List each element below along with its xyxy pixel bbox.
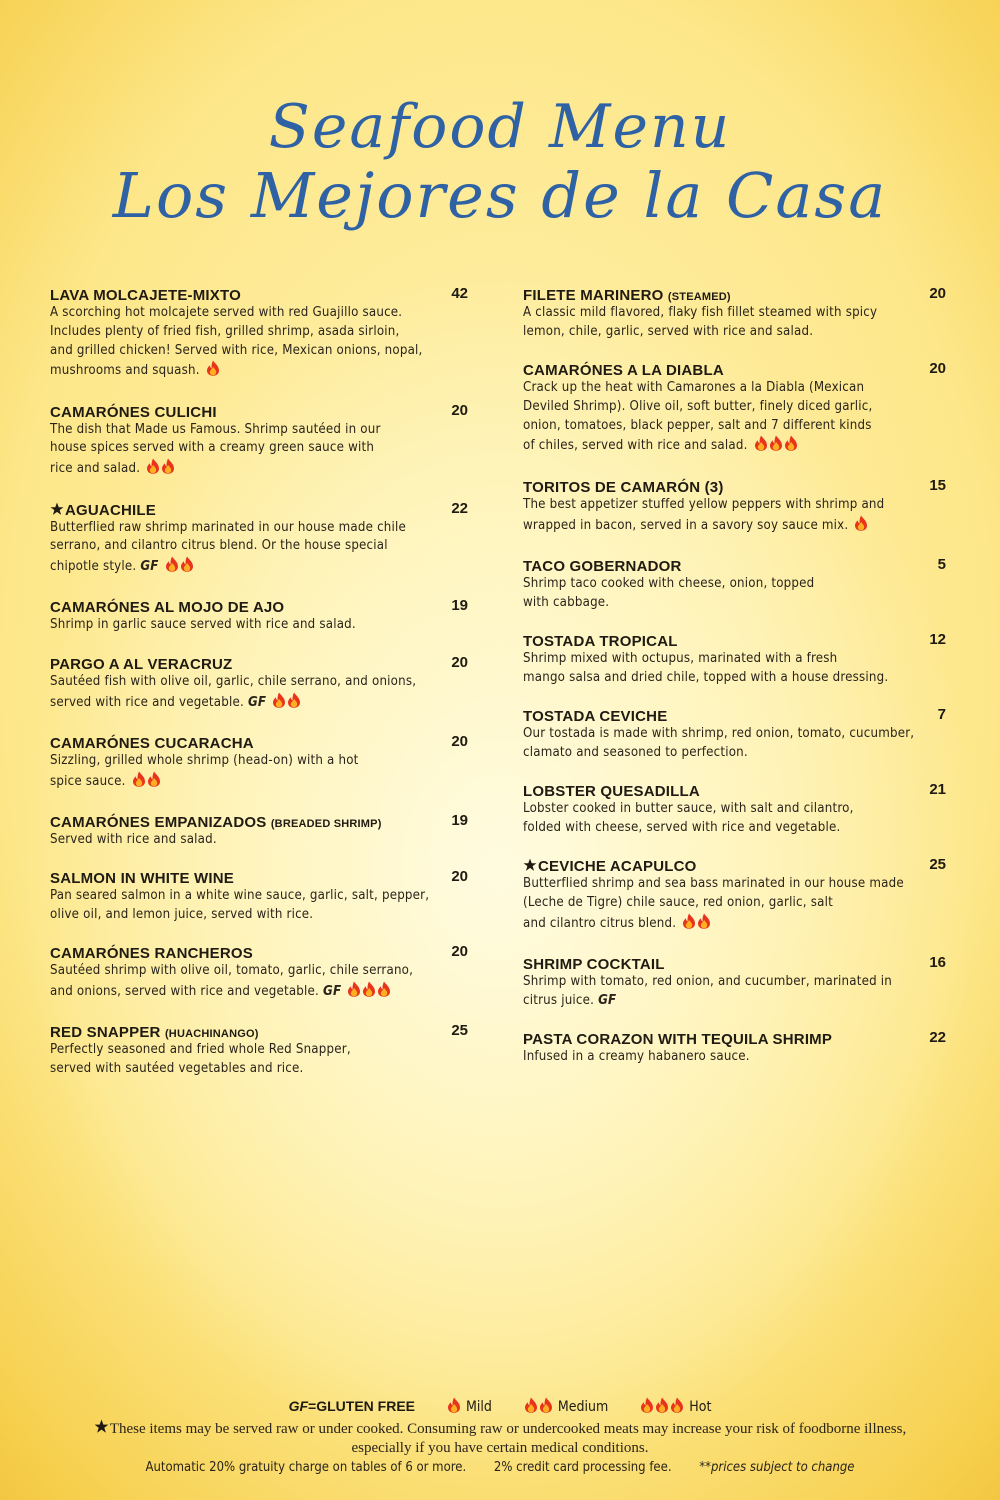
raw-food-disclaimer <box>0 1419 1000 1458</box>
menu-item-header <box>50 1022 468 1041</box>
menu-item-description <box>523 800 946 838</box>
description-line: Butterflied raw shrimp marinated in our house made chile <box>50 519 407 535</box>
heat-level-icons <box>146 458 176 481</box>
menu-item-price: 19 <box>451 811 468 829</box>
disclaimer-line-2: especially if you have certain medical conditions. <box>351 1440 649 1456</box>
menu-item-title: CEVICHE ACAPULCO <box>538 858 697 876</box>
gluten-free-mark: GF <box>598 992 617 1008</box>
description-text: citrus juice. <box>523 992 595 1008</box>
chili-flame-icon <box>272 692 286 708</box>
description-text: mushrooms and squash. <box>50 363 200 379</box>
menu-item-description <box>523 1048 946 1067</box>
menu-item-name <box>523 956 665 973</box>
description-line: and grilled chicken! Served with rice, Mexican onions, nopal, <box>50 342 423 358</box>
menu-item-description <box>50 616 468 635</box>
menu-item <box>50 402 468 481</box>
heat-level-icons <box>347 981 392 1004</box>
chili-flame-icon <box>655 1397 669 1413</box>
menu-item-name <box>523 633 678 650</box>
chili-flame-icon <box>165 556 179 572</box>
menu-item-header <box>523 477 946 496</box>
menu-item-title: TOSTADA CEVICHE <box>523 708 668 726</box>
chili-flame-icon <box>132 771 146 787</box>
description-line <box>50 360 468 383</box>
menu-item-price: 16 <box>929 954 946 972</box>
description-line: The dish that Made us Famous. Shrimp sautéed in our <box>50 421 381 437</box>
chili-flame-icon <box>147 771 161 787</box>
chili-flame-icon <box>180 556 194 572</box>
description-text: Served with rice and salad. <box>50 831 217 847</box>
description-line: The best appetizer stuffed yellow peppers with shrimp and <box>523 496 885 512</box>
menu-item-subtitle: (STEAMED) <box>667 291 731 303</box>
menu-item-title: CAMARÓNES RANCHEROS <box>50 945 253 963</box>
star-icon <box>94 1419 109 1434</box>
menu-item-description <box>50 752 468 794</box>
description-line: Perfectly seasoned and fried whole Red Snapper, <box>50 1042 351 1058</box>
description-line <box>523 819 946 838</box>
menu-item-price: 42 <box>451 285 468 302</box>
chili-flame-icon <box>670 1397 684 1413</box>
menu-item <box>50 943 468 1004</box>
menu-item-name <box>523 783 700 800</box>
menu-item-description <box>523 875 946 935</box>
description-line: Deviled Shrimp). Olive oil, soft butter, finely diced garlic, <box>523 398 873 414</box>
gluten-free-mark: GF <box>140 559 159 575</box>
gf-legend <box>289 1398 415 1414</box>
chili-flame-icon <box>697 913 711 929</box>
menu-item-description <box>523 650 946 688</box>
description-line: (Leche de Tigre) chile sauce, red onion, garlic, salt <box>523 895 833 911</box>
menu-item-price: 22 <box>929 1029 946 1047</box>
menu-item <box>523 954 946 1011</box>
description-line <box>50 616 468 635</box>
description-line <box>523 1048 946 1067</box>
menu-item <box>50 285 468 383</box>
menu-item-header <box>523 631 946 650</box>
description-text: Shrimp in garlic sauce served with rice and salad. <box>50 617 356 633</box>
chili-flame-icon <box>287 692 301 708</box>
menu-item-subtitle: (BREADED SHRIMP) <box>270 817 382 830</box>
description-line: Includes plenty of fried fish, grilled shrimp, asada sirloin, <box>50 323 400 339</box>
chili-flame-icon <box>640 1397 654 1413</box>
menu-item-name <box>50 656 232 673</box>
chili-flame-icon <box>524 1397 538 1413</box>
policy-notes <box>0 1458 1000 1478</box>
menu-item <box>50 1022 468 1079</box>
description-line <box>50 1060 468 1079</box>
description-line: Shrimp taco cooked with cheese, onion, topped <box>523 575 815 591</box>
legend-medium-label: Medium <box>557 1399 609 1415</box>
description-line: Sautéed fish with olive oil, garlic, chile serrano, and onions, <box>50 673 417 689</box>
description-line: Pan seared salmon in a white wine sauce, garlic, salt, pepper, <box>50 888 430 904</box>
heat-level-icons <box>754 435 799 458</box>
menu-item-price: 20 <box>929 285 946 302</box>
menu-item-name <box>523 708 667 725</box>
menu-item <box>523 1029 946 1067</box>
description-line <box>523 515 946 538</box>
description-line <box>50 458 468 481</box>
description-line <box>523 323 946 342</box>
description-line <box>50 981 468 1004</box>
menu-item <box>523 781 946 838</box>
menu-item <box>50 500 468 579</box>
menu-item-title: CAMARÓNES AL MOJO DE AJO <box>50 599 285 617</box>
menu-item-price: 21 <box>929 781 946 799</box>
menu-item-header <box>523 285 946 304</box>
legend-mild <box>441 1399 492 1415</box>
description-text: and cilantro citrus blend. <box>523 915 677 931</box>
hot-pepper-icons <box>640 1397 685 1419</box>
menu-item-description <box>50 673 468 715</box>
description-line: A classic mild flavored, flaky fish fillet steamed with spicy <box>523 305 878 320</box>
menu-item-name <box>523 1031 832 1048</box>
description-text: and onions, served with rice and vegetable. <box>50 984 320 1000</box>
chili-flame-icon <box>754 435 768 451</box>
menu-item-price: 20 <box>451 732 468 750</box>
menu-item-title: CAMARÓNES CULICHI <box>50 403 217 421</box>
description-line: Shrimp mixed with octupus, marinated with a fresh <box>523 650 838 666</box>
gluten-free-mark: GF <box>323 984 342 1000</box>
description-text: lemon, chile, garlic, served with rice and salad. <box>523 323 814 339</box>
menu-item-title: PARGO A AL VERACRUZ <box>50 655 233 673</box>
menu-item-title: LAVA MOLCAJETE-MIXTO <box>50 287 241 304</box>
legend-hot-label: Hot <box>689 1399 712 1415</box>
description-line: serrano, and cilantro citrus blend. Or the house special <box>50 538 388 554</box>
description-line: Butterflied shrimp and sea bass marinated in our house made <box>523 876 904 892</box>
description-line <box>523 594 946 613</box>
description-text: chipotle style. <box>50 559 137 575</box>
description-line <box>523 435 946 458</box>
legend-medium <box>518 1399 608 1415</box>
menu-item-title: CAMARÓNES CUCARACHA <box>50 734 254 752</box>
legend-mild-label: Mild <box>466 1399 492 1415</box>
menu-title: Seafood Menu <box>268 92 732 162</box>
menu-item-header <box>50 654 468 673</box>
menu-item-description <box>50 519 468 579</box>
menu-item-name <box>50 814 382 831</box>
menu-item-price: 25 <box>929 856 946 874</box>
heat-level-icons <box>132 771 162 794</box>
description-text: spice sauce. <box>50 773 126 789</box>
heat-legend <box>0 1396 1000 1419</box>
gluten-free-mark: GF <box>247 694 267 710</box>
menu-item-price: 22 <box>451 499 468 517</box>
menu-item-header <box>50 733 468 752</box>
menu-item-description <box>50 887 468 925</box>
menu-item-header <box>50 597 468 616</box>
menu-item <box>523 285 946 342</box>
menu-item-price: 20 <box>451 401 468 419</box>
menu-item <box>50 812 468 850</box>
menu-item <box>523 706 946 763</box>
menu-item <box>523 556 946 613</box>
menu-item-title: SHRIMP COCKTAIL <box>523 956 665 974</box>
chili-flame-icon <box>146 458 160 474</box>
menu-item-description <box>523 304 946 342</box>
description-line <box>50 906 468 925</box>
description-line: Our tostada is made with shrimp, red onion, tomato, cucumber, <box>523 726 915 742</box>
menu-item-name <box>50 870 234 887</box>
menu-item <box>50 868 468 925</box>
menu-item-name <box>523 558 682 575</box>
chili-flame-icon <box>362 981 376 997</box>
menu-item-title: CAMARÓNES EMPANIZADOS <box>50 813 267 831</box>
description-text: wrapped in bacon, served in a savory soy sauce mix. <box>523 517 849 533</box>
menu-item-header <box>523 360 946 379</box>
description-line <box>50 556 468 579</box>
description-text: mango salsa and dried chile, topped with a house dressing. <box>523 669 889 685</box>
heat-level-icons <box>854 515 869 538</box>
menu-item-title: TOSTADA TROPICAL <box>523 632 678 650</box>
description-line: house spices served with a creamy green sauce with <box>50 440 375 456</box>
menu-item-description <box>50 1041 468 1079</box>
menu-item <box>523 477 946 538</box>
disclaimer-line-1: These items may be served raw or under cooked. Consuming raw or undercooked meats may increase your risk of foodborne illness, <box>109 1421 907 1437</box>
menu-item-header <box>50 500 468 519</box>
menu-item-name <box>50 287 241 304</box>
menu-item-header <box>50 868 468 887</box>
chili-flame-icon <box>377 981 391 997</box>
chili-flame-icon <box>769 435 783 451</box>
gratuity-note: Automatic 20% gratuity charge on tables of 6 or more. <box>145 1460 467 1475</box>
menu-item-title: TACO GOBERNADOR <box>523 557 682 575</box>
description-line <box>523 744 946 763</box>
description-text: served with sautéed vegetables and rice. <box>50 1061 304 1077</box>
gf-legend-text: =GLUTEN FREE <box>308 1398 416 1414</box>
menu-subtitle: Los Mejores de la Casa <box>112 159 888 232</box>
menu-item-price: 19 <box>451 597 468 615</box>
description-line <box>50 831 468 850</box>
description-line <box>50 692 468 715</box>
menu-item <box>50 654 468 715</box>
menu-item-title: SALMON IN WHITE WINE <box>50 870 234 888</box>
medium-pepper-icons <box>524 1397 554 1419</box>
menu-item <box>50 597 468 635</box>
description-line <box>523 913 946 936</box>
menu-item-name <box>50 502 156 519</box>
card-fee-note: 2% credit card processing fee. <box>493 1460 672 1475</box>
menu-item <box>523 856 946 935</box>
description-text: with cabbage. <box>523 594 610 610</box>
menu-item-header <box>50 285 468 304</box>
description-line <box>50 771 468 794</box>
menu-item-price: 5 <box>937 555 946 573</box>
description-line: Sizzling, grilled whole shrimp (head-on) with a hot <box>50 752 359 768</box>
star-icon <box>50 502 64 516</box>
menu-item-header <box>50 402 468 421</box>
menu-item-price: 20 <box>451 653 468 671</box>
legend-hot <box>634 1399 711 1415</box>
menu-item-description <box>50 962 468 1004</box>
menu-item-title: RED SNAPPER <box>50 1024 161 1042</box>
menu-item-price: 20 <box>451 943 468 961</box>
menu-item-description <box>523 725 946 763</box>
menu-item-title: LOBSTER QUESADILLA <box>523 783 700 801</box>
menu-item <box>523 631 946 688</box>
menu-item-price: 20 <box>929 360 946 378</box>
chili-flame-icon <box>854 515 868 531</box>
menu-column-right <box>523 285 946 1086</box>
menu-item-header <box>523 954 946 973</box>
menu-item-name <box>50 599 284 616</box>
menu-item-title: FILETE MARINERO <box>523 287 664 304</box>
chili-flame-icon <box>447 1397 461 1413</box>
menu-item-name <box>50 945 253 962</box>
chili-flame-icon <box>347 981 361 997</box>
menu-footer <box>0 1396 1000 1478</box>
menu-item-price: 20 <box>451 868 468 886</box>
menu-item-title: TORITOS DE CAMARÓN (3) <box>523 478 724 496</box>
description-text: rice and salad. <box>50 461 141 477</box>
description-line: Shrimp with tomato, red onion, and cucumber, marinated in <box>523 974 893 990</box>
menu-item <box>523 360 946 458</box>
chili-flame-icon <box>206 360 220 376</box>
menu-item-name <box>50 404 217 421</box>
menu-item-subtitle: (HUACHINANGO) <box>164 1028 259 1041</box>
star-icon <box>523 858 537 872</box>
mild-pepper-icons <box>447 1397 462 1419</box>
description-line: Crack up the heat with Camarones a la Diabla (Mexican <box>523 380 865 396</box>
description-line: Lobster cooked in butter sauce, with salt and cilantro, <box>523 801 854 817</box>
menu-item-price: 7 <box>937 706 946 724</box>
chili-flame-icon <box>539 1397 553 1413</box>
menu-item-title: CAMARÓNES A LA DIABLA <box>523 362 724 380</box>
menu-item-title: PASTA CORAZON WITH TEQUILA SHRIMP <box>523 1031 833 1049</box>
menu-item-description <box>523 496 946 538</box>
gf-legend-abbr: GF <box>288 1398 309 1414</box>
menu-item-name <box>523 479 724 496</box>
description-text: of chiles, served with rice and salad. <box>523 438 748 454</box>
menu-item-header <box>523 781 946 800</box>
description-line: onion, tomatoes, black pepper, salt and 7 different kinds <box>523 417 872 433</box>
menu-item-description <box>50 304 468 383</box>
heat-level-icons <box>272 692 302 715</box>
menu-item-price: 12 <box>929 630 946 648</box>
description-text: served with rice and vegetable. <box>50 694 244 710</box>
menu-item <box>50 733 468 794</box>
menu-item-header <box>523 1029 946 1048</box>
heat-level-icons <box>206 360 221 383</box>
menu-item-header <box>50 812 468 831</box>
menu-item-price: 15 <box>929 476 946 494</box>
price-change-note: **prices subject to change <box>699 1460 855 1475</box>
description-line <box>523 669 946 688</box>
description-text: Infused in a creamy habanero sauce. <box>523 1049 750 1065</box>
menu-item-description <box>523 973 946 1011</box>
menu-item-name <box>523 858 697 875</box>
chili-flame-icon <box>784 435 798 451</box>
menu-item-name <box>50 1024 259 1041</box>
menu-item-header <box>523 856 946 875</box>
menu-item-name <box>523 287 731 304</box>
menu-item-header <box>523 706 946 725</box>
heat-level-icons <box>682 913 712 936</box>
description-text: folded with cheese, served with rice and vegetable. <box>523 819 841 835</box>
menu-item-name <box>523 362 724 379</box>
chili-flame-icon <box>682 913 696 929</box>
menu-column-left <box>50 285 468 1098</box>
description-line <box>523 992 946 1011</box>
menu-item-header <box>523 556 946 575</box>
menu-item-description <box>523 379 946 458</box>
chili-flame-icon <box>161 458 175 474</box>
description-line: Sautéed shrimp with olive oil, tomato, garlic, chile serrano, <box>50 963 414 979</box>
description-text: olive oil, and lemon juice, served with rice. <box>50 907 314 923</box>
menu-item-title: AGUACHILE <box>65 501 156 519</box>
menu-item-description <box>523 575 946 613</box>
menu-item-description <box>50 831 468 850</box>
description-line: A scorching hot molcajete served with red Guajillo sauce. <box>50 305 403 320</box>
menu-item-description <box>50 421 468 481</box>
menu-item-price: 25 <box>451 1022 468 1040</box>
menu-item-header <box>50 943 468 962</box>
description-text: clamato and seasoned to perfection. <box>523 744 748 760</box>
heat-level-icons <box>165 556 195 579</box>
menu-item-name <box>50 735 254 752</box>
